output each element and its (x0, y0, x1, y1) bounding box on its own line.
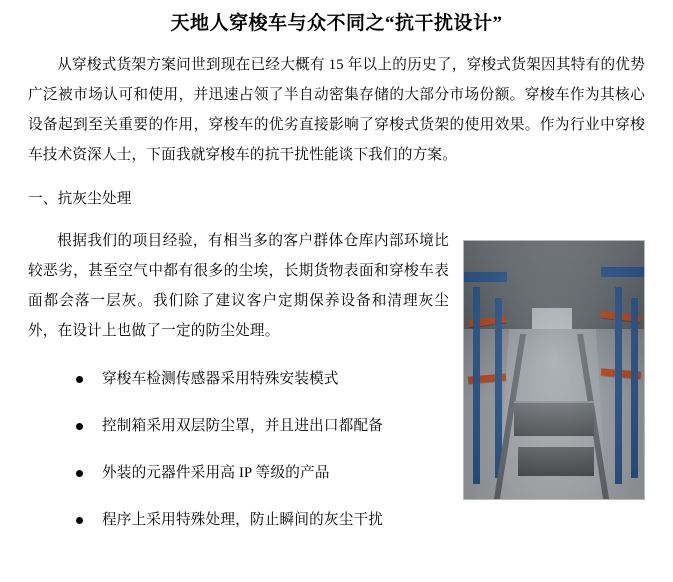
bullet-dot-icon (76, 517, 83, 524)
page-title: 天地人穿梭车与众不同之“抗干扰设计” (170, 13, 503, 34)
section-paragraph: 根据我们的项目经验，有相当多的客户群体仓库内部环境比较恶劣，甚至空气中都有很多的尘埃，长期货物表面和穿梭车表面都会落一层灰。我们除了建议客户定期保养设备和清理灰尘外，在设计上也做了一定的防尘处理。 (28, 233, 449, 339)
list-item (28, 364, 645, 394)
section-heading: 一、抗灰尘处理 (28, 191, 132, 207)
document-page (0, 10, 673, 582)
list-item (28, 458, 645, 488)
list-item (28, 505, 645, 535)
list-item-label: 程序上采用特殊处理，防止瞬间的灰尘干扰 (102, 512, 384, 528)
list-item-label: 外装的元器件采用高 IP 等级的产品 (102, 465, 330, 481)
intro-paragraph: 从穿梭式货架方案问世到现在已经大概有 15 年以上的历史了，穿梭式货架因其特有的优势广泛被市场认可和使用，并迅速占领了半自动密集存储的大部分市场份额。穿梭车作为其核心设备起到至关重要的作用，穿梭车的优劣直接影响了穿梭式货架的使用效果。作为行业中穿梭车技术资深人士，下面我就穿梭车的抗干扰性能谈下我们的方案。 (28, 57, 645, 163)
list-item-label: 穿梭车检测传感器采用特殊安装模式 (102, 371, 339, 387)
bullet-dot-icon (76, 423, 83, 430)
list-item (28, 411, 645, 441)
bullet-dot-icon (76, 470, 83, 477)
body-with-image (28, 226, 645, 552)
list-item-label: 控制箱采用双层防尘罩，并且进出口都配备 (102, 418, 384, 434)
bullet-dot-icon (76, 376, 83, 383)
